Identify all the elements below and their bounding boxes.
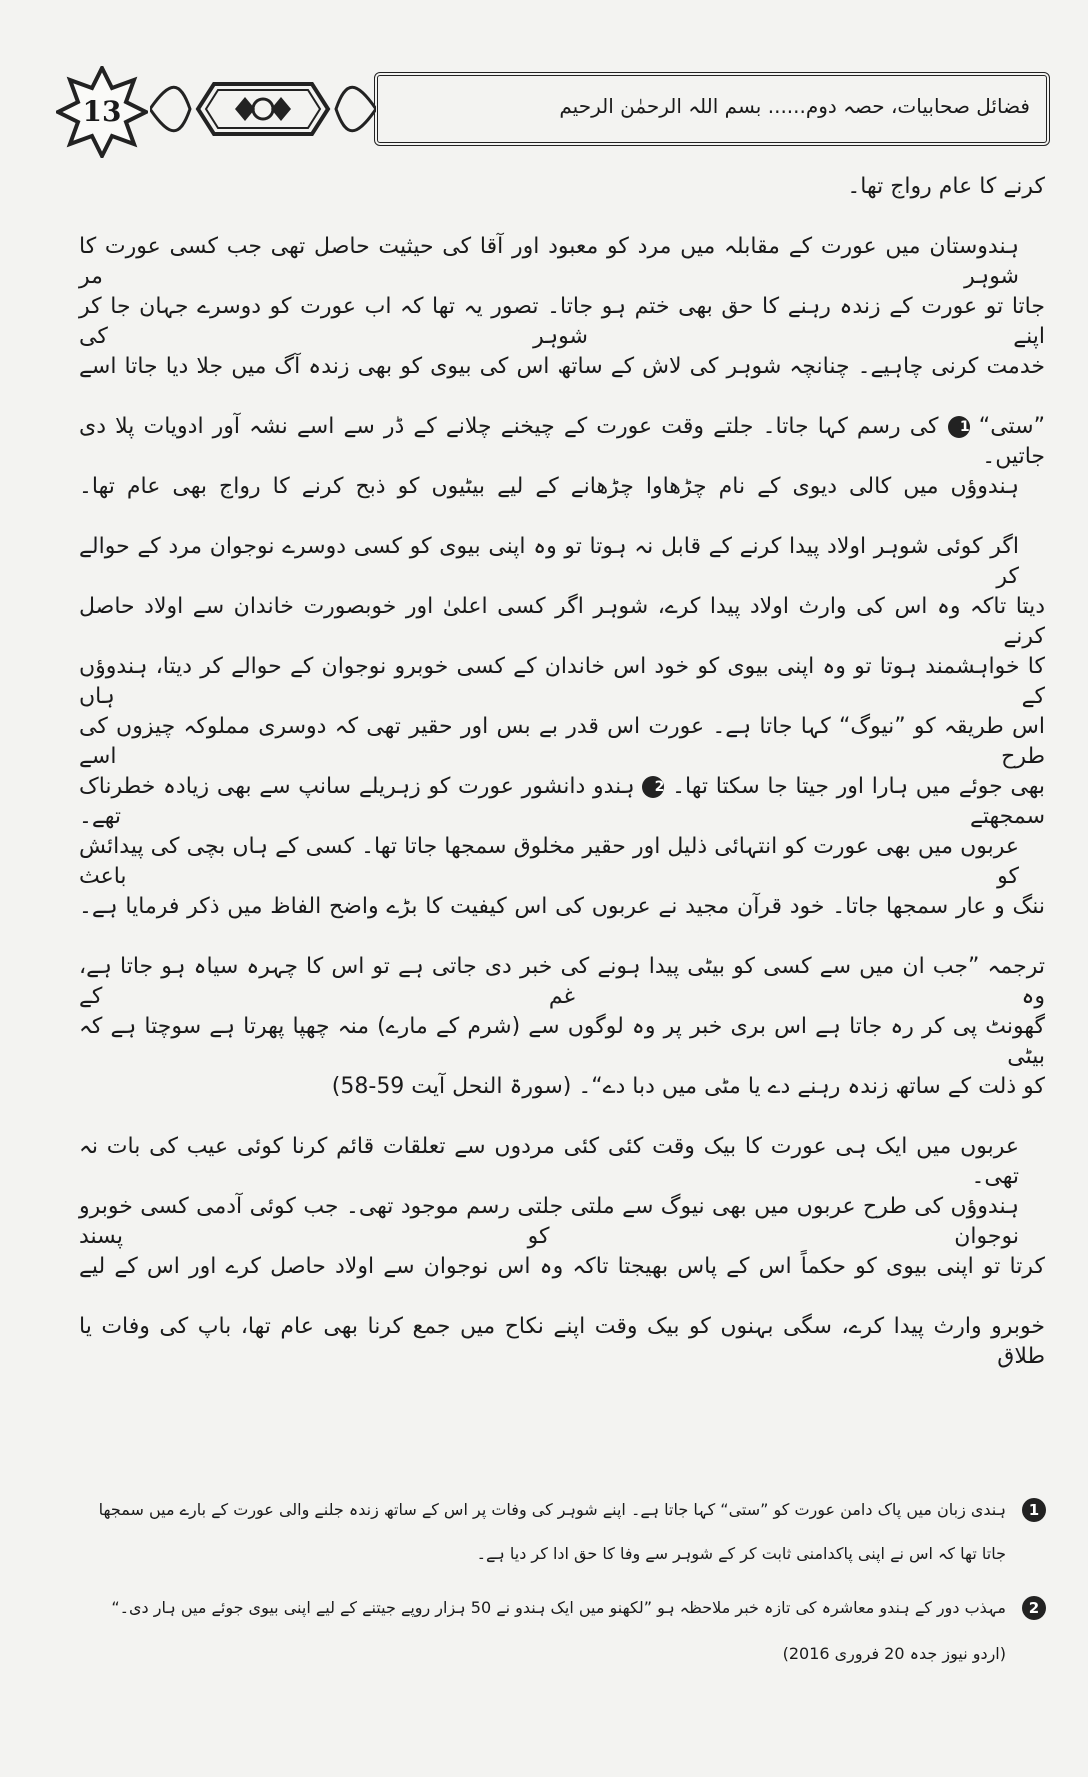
footnote-1-line: ہندی زبان میں پاک دامن عورت کو ”ستی“ کہا جاتا ہے۔ اپنے شوہر کی وفات پر اس کے ساتھ زندہ جلنے والی عورت کے بارے میں سمجھا xyxy=(98,1500,1006,1519)
text-line: کرنے کا عام رواج تھا۔ xyxy=(847,174,1045,199)
footnote-2-line: مہذب دور کے ہندو معاشرہ کی تازہ خبر ملاحظہ ہو ”لکھنو میں ایک ہندو نے 50 ہزار روپے جیتنے کے لیے اپنی بیوی جوئے میں ہار دی۔“ xyxy=(111,1598,1006,1617)
footnote-marker-1: 1 xyxy=(1022,1498,1046,1522)
text-line: خدمت کرنی چاہیے۔ چنانچہ شوہر کی لاش کے ساتھ اس کی بیوی کو بھی زندہ آگ میں جلا دیا جاتا اسے xyxy=(79,354,1045,379)
text-line: ترجمہ ”جب ان میں سے کسی کو بیٹی پیدا ہونے کی خبر دی جاتی ہے تو اس کا چہرہ سیاہ ہو جاتا ہے، وہ غم کے xyxy=(79,954,1045,1009)
text-line: اگر کوئی شوہر اولاد پیدا کرنے کے قابل نہ ہوتا تو وہ اپنی بیوی کو کسی دوسرے نوجوان مرد کے حوالے کر xyxy=(79,534,1019,589)
text-line: ہندوؤں کی طرح عربوں میں بھی نیوگ سے ملتی جلتی رسم موجود تھی۔ جب کوئی آدمی کسی خوبرو نوجوان کو پسند xyxy=(79,1194,1019,1249)
text-line-rest: ہندو دانشور عورت کو زہریلے سانپ سے بھی زیادہ خطرناک سمجھتے تھے۔ xyxy=(79,774,1045,829)
text-line-part: بھی جوئے میں ہارا اور جیتا جا سکتا تھا۔ xyxy=(672,774,1045,799)
header-title: فضائل صحابیات، حصہ دوم...... بسم اللہ الرحمٰن الرحیم xyxy=(559,94,1030,118)
text-line: جاتا تو عورت کے زندہ رہنے کا حق بھی ختم ہو جاتا۔ تصور یہ تھا کہ اب عورت کو دوسرے جہان جا کر اپنے شوہر کی xyxy=(79,294,1045,349)
text-line: خوبرو وارث پیدا کرے، سگی بہنوں کو بیک وقت اپنے نکاح میں جمع کرنا بھی عام تھا، باپ کی وفات یا طلاق xyxy=(79,1314,1045,1369)
footnote-ref-2[interactable]: 2 xyxy=(642,776,664,798)
footnote-marker-2: 2 xyxy=(1022,1596,1046,1620)
text-line-rest: کی رسم کہا جاتا۔ جلتے وقت عورت کے چیخنے چلانے کے ڈر سے اسے نشہ آور ادویات پلا دی جاتیں۔ xyxy=(79,414,1045,469)
footnote-1-line: جاتا تھا کہ اس نے اپنی پاکدامنی ثابت کر کے شوہر سے وفا کا حق ادا کر دیا ہے۔ xyxy=(476,1544,1006,1563)
footnote-ref-1[interactable]: 1 xyxy=(948,416,970,438)
page-number-badge xyxy=(56,66,148,158)
text-line: ننگ و عار سمجھا جاتا۔ خود قرآن مجید نے عربوں کی اس کیفیت کا بڑے واضح الفاظ میں ذکر فرمایا ہے۔ xyxy=(79,894,1045,919)
text-line: گھونٹ پی کر رہ جاتا ہے اس بری خبر پر وہ لوگوں سے (شرم کے مارے) منہ چھپا پھرتا ہے سوچتا ہے کہ بیٹی xyxy=(79,1014,1045,1069)
page-number: 13 xyxy=(82,95,122,128)
ornament-icon xyxy=(150,70,376,148)
text-line: کا خواہشمند ہوتا تو وہ اپنی بیوی کو خود اس خاندان کے کسی خوبرو نوجوان کے حوالے کر دیتا، ہندوؤں کے ہاں xyxy=(79,654,1045,709)
text-line: ہندوؤں میں کالی دیوی کے نام چڑھاوا چڑھانے کے لیے بیٹیوں کو ذبح کرنے کا رواج بھی عام تھا۔ xyxy=(79,474,1019,499)
text-line: عربوں میں بھی عورت کو انتہائی ذلیل اور حقیر مخلوق سمجھا جاتا تھا۔ کسی کے ہاں بچی کی پیدائش کو باعث xyxy=(79,834,1019,889)
text-line: کو ذلت کے ساتھ زندہ رہنے دے یا مٹی میں دبا دے“۔ (سورۃ النحل آیت 59-58) xyxy=(331,1074,1045,1099)
header-title-box xyxy=(374,72,1050,146)
sati-term: ”ستی“ xyxy=(978,414,1046,439)
text-line: عربوں میں ایک ہی عورت کا بیک وقت کئی کئی مردوں سے تعلقات قائم کرنا کوئی عیب کی بات نہ تھی۔ xyxy=(79,1134,1019,1189)
text-line: ہندوستان میں عورت کے مقابلہ میں مرد کو معبود اور آقا کی حیثیت حاصل تھی جب کسی عورت کا شوہر مر xyxy=(79,234,1019,289)
text-line: کرتا تو اپنی بیوی کو حکماً اس کے پاس بھیجتا تاکہ وہ اس نوجوان سے اولاد حاصل کرے اور اس کے لیے xyxy=(79,1254,1045,1279)
footnote-2-line: (اردو نیوز جدہ 20 فروری 2016) xyxy=(782,1644,1006,1663)
text-line: اس طریقہ کو ”نیوگ“ کہا جاتا ہے۔ عورت اس قدر بے بس اور حقیر تھی کہ دوسری مملوکہ چیزوں کی طرح اسے xyxy=(79,714,1045,769)
text-line: دیتا تاکہ وہ اس کی وارث اولاد پیدا کرے، شوہر اگر کسی اعلیٰ اور خوبصورت خاندان سے اولاد حاصل کرنے xyxy=(79,594,1045,649)
